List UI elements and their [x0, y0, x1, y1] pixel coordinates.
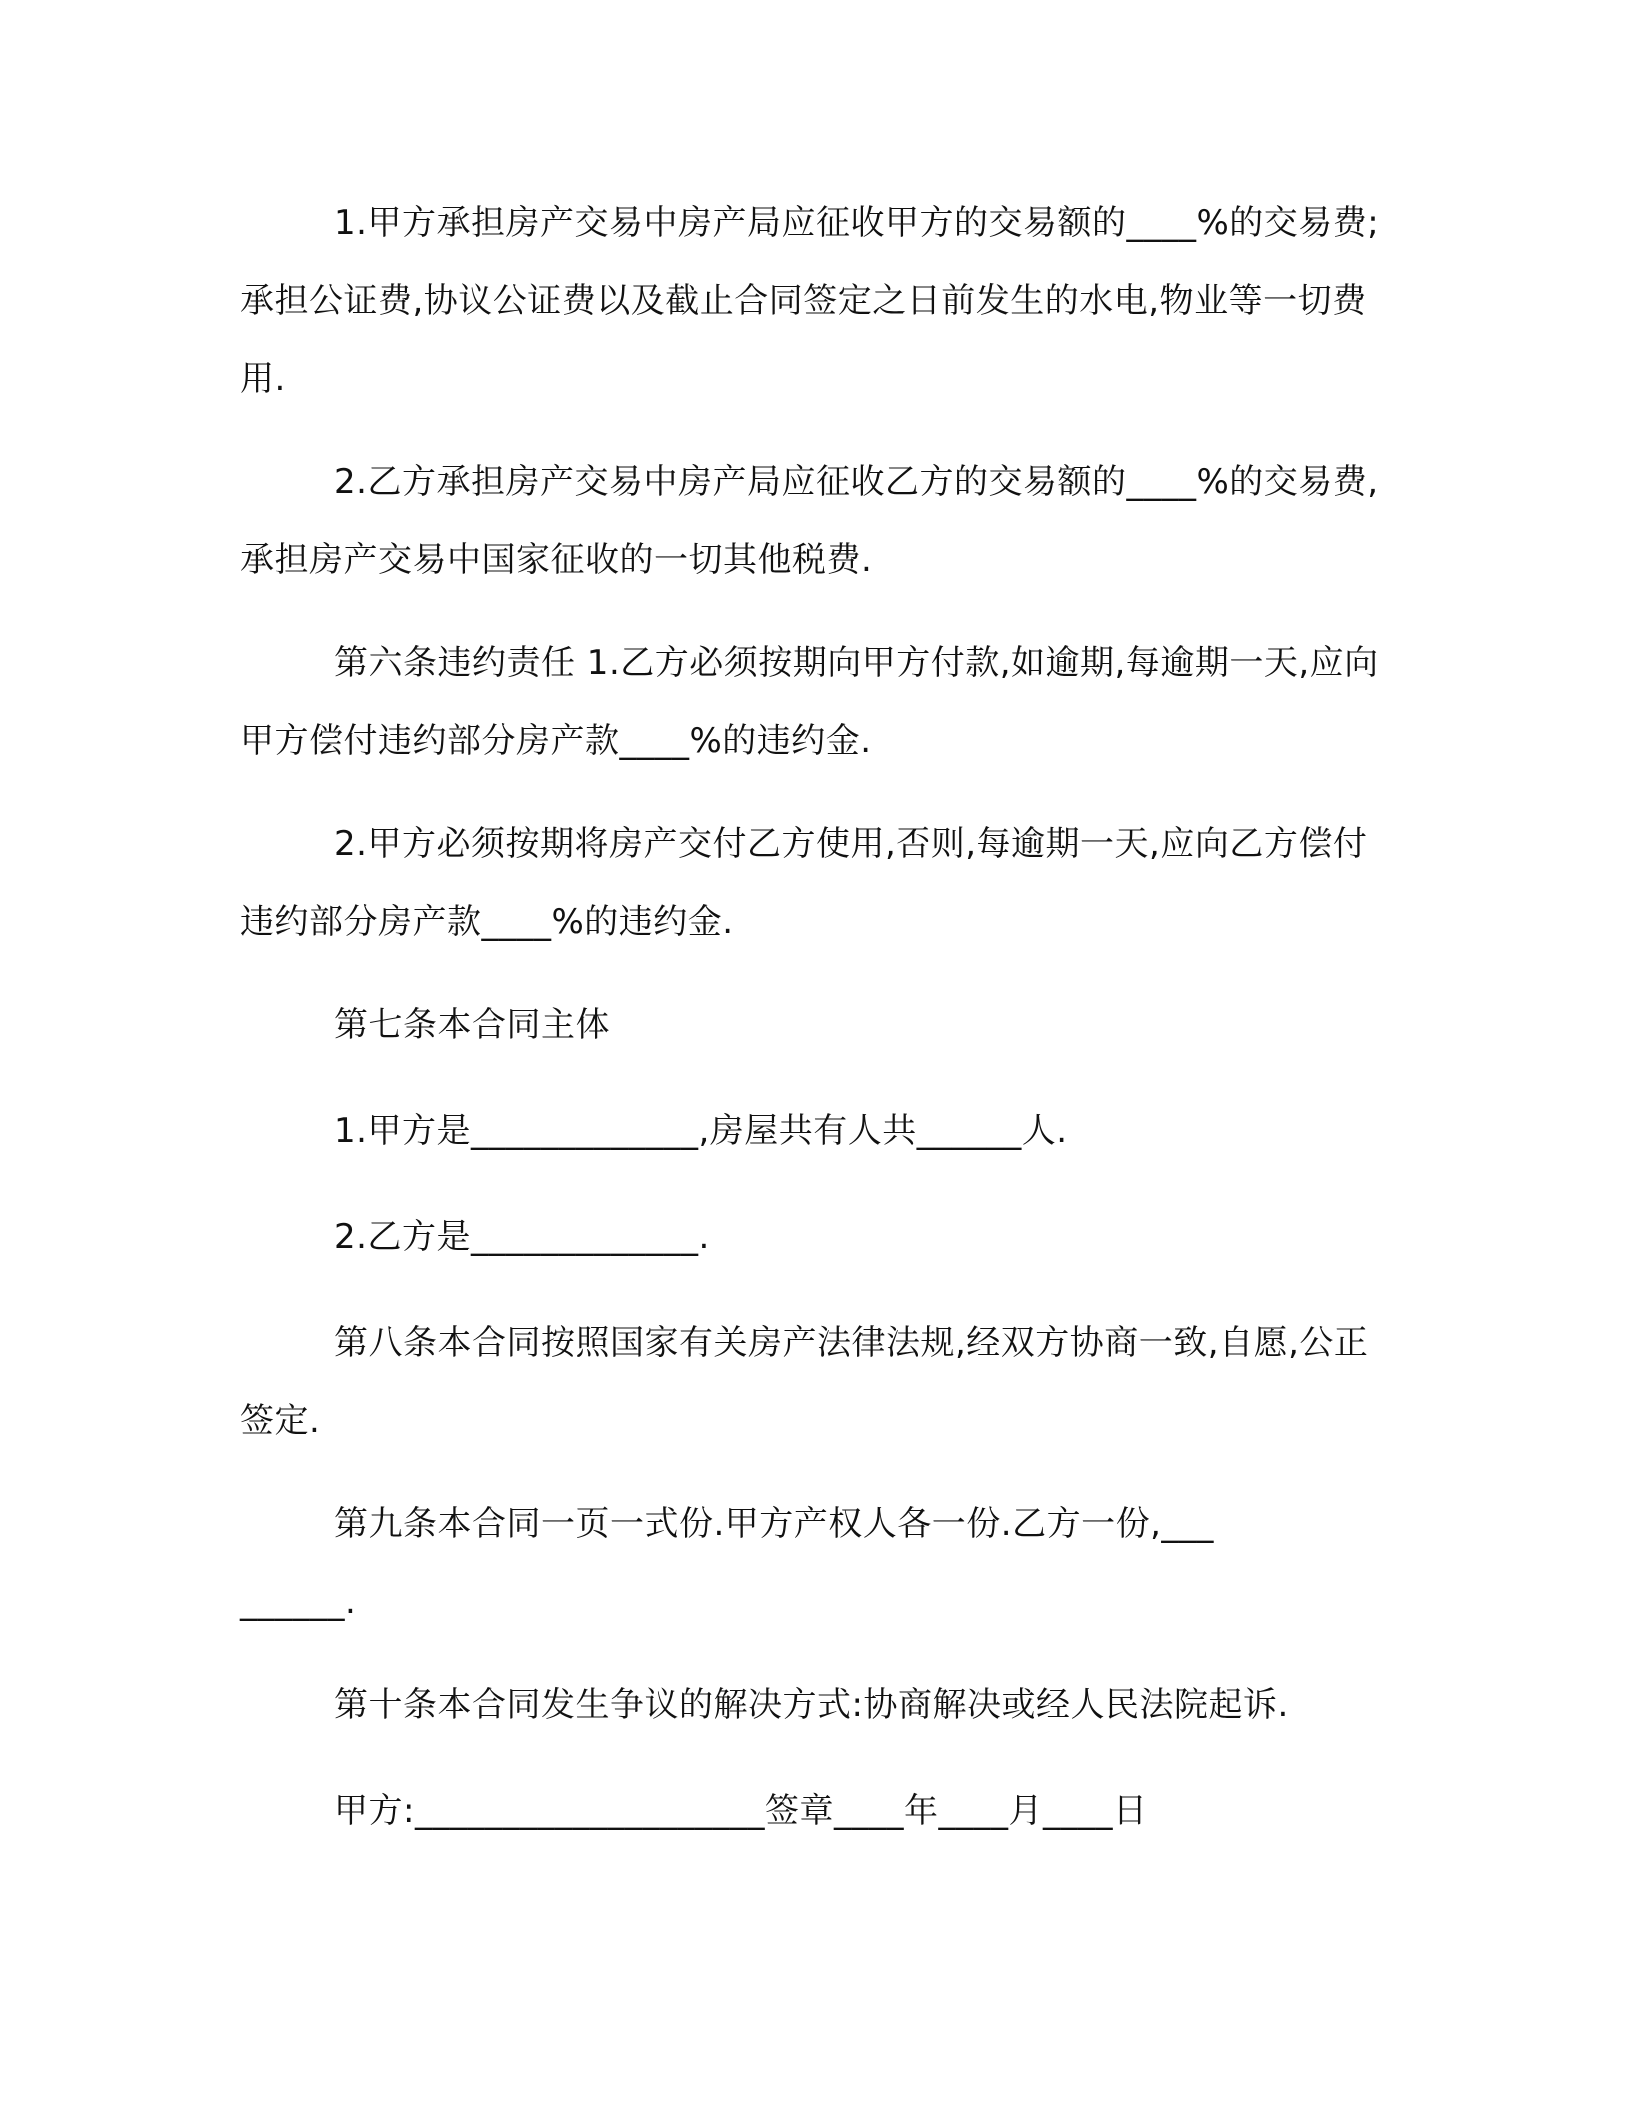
clause-fee-party-a: 1.甲方承担房产交易中房产局应征收甲方的交易额的____%的交易费;承担公证费,协议公证费以及截止合同签定之日前发生的水电,物业等一切费用. — [240, 203, 1380, 399]
article-9: 第九条本合同一页一式份.甲方产权人各一份.乙方一份,_________. — [240, 1504, 1214, 1622]
article-7-party-a: 1.甲方是_____________,房屋共有人共______人. — [334, 1111, 1068, 1151]
contract-body — [240, 184, 1380, 1850]
clause-fee-party-b: 2.乙方承担房产交易中房产局应征收乙方的交易额的____%的交易费,承担房产交易中国家征收的一切其他税费. — [240, 462, 1379, 580]
article-10: 第十条本合同发生争议的解决方式:协商解决或经人民法院起诉. — [334, 1685, 1289, 1725]
article-7-party-b: 2.乙方是_____________. — [334, 1217, 710, 1257]
article-6-breach-party-a: 2.甲方必须按期将房产交付乙方使用,否则,每逾期一天,应向乙方偿付违约部分房产款____%的违约金. — [240, 824, 1368, 942]
article-6-breach-party-b: 第六条违约责任 1.乙方必须按期向甲方付款,如逾期,每逾期一天,应向甲方偿付违约部分房产款____%的违约金. — [240, 643, 1379, 761]
article-8: 第八条本合同按照国家有关房产法律法规,经双方协商一致,自愿,公正签定. — [240, 1323, 1369, 1441]
article-7-heading: 第七条本合同主体 — [334, 1005, 610, 1045]
party-a-signature-line: 甲方:____________________签章____年____月____日 — [334, 1791, 1148, 1831]
